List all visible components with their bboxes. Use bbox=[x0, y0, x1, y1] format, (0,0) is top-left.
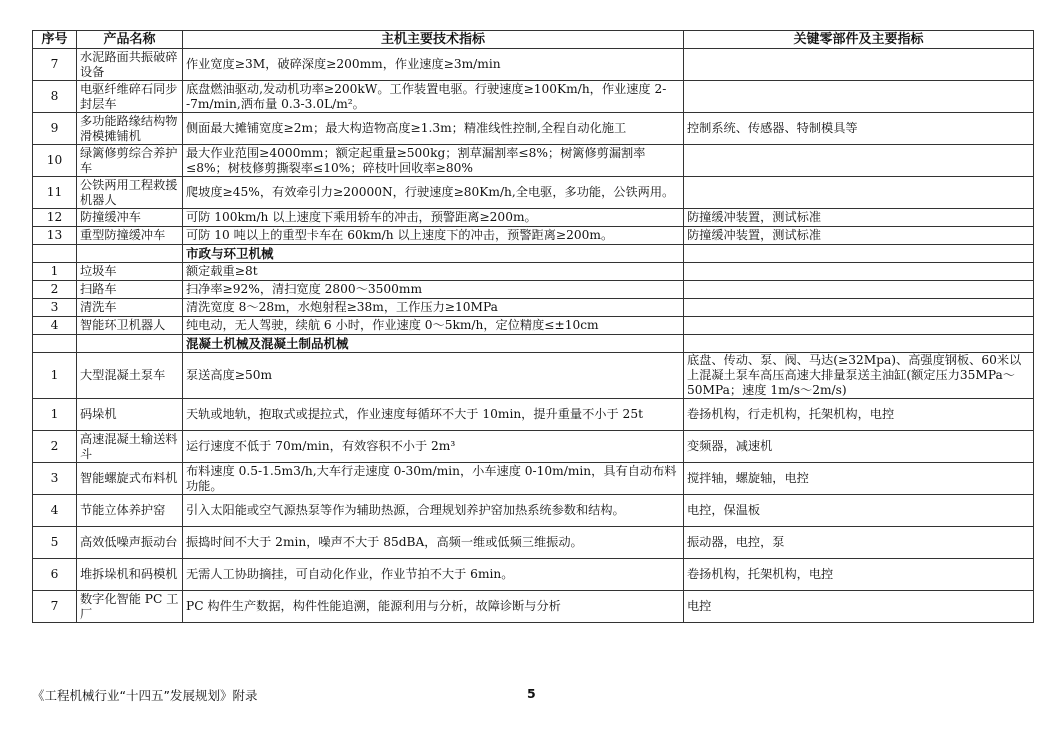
main-spec: 侧面最大摊铺宽度≥2m；最大构造物高度≥1.3m；精准线性控制,全程自动化施工 bbox=[183, 113, 684, 145]
row-number: 1 bbox=[33, 263, 77, 281]
row-number: 12 bbox=[33, 209, 77, 227]
section-empty-cell bbox=[77, 245, 183, 263]
product-name: 高速混凝土输送料斗 bbox=[77, 431, 183, 463]
table-row bbox=[33, 49, 1034, 81]
main-spec: 可防 10 吨以上的重型卡车在 60km/h 以上速度下的冲击，预警距离≥200m。 bbox=[183, 227, 684, 245]
row-number: 2 bbox=[33, 281, 77, 299]
main-spec: 扫净率≥92%，清扫宽度 2800～3500mm bbox=[183, 281, 684, 299]
table-row bbox=[33, 227, 1034, 245]
main-spec: PC 构件生产数据，构件性能追溯，能源利用与分析，故障诊断与分析 bbox=[183, 591, 684, 623]
table-row bbox=[33, 463, 1034, 495]
main-spec: 无需人工协助摘挂，可自动化作业，作业节拍不大于 6min。 bbox=[183, 559, 684, 591]
key-parts: 卷扬机构，行走机构，托架机构，电控 bbox=[684, 399, 1034, 431]
table-row bbox=[33, 81, 1034, 113]
key-parts bbox=[684, 281, 1034, 299]
main-spec: 天轨或地轨，抱取式或提拉式，作业速度每循环不大于 10min，提升重量不小于 25t bbox=[183, 399, 684, 431]
header-product-name: 产品名称 bbox=[77, 31, 183, 49]
product-name: 扫路车 bbox=[77, 281, 183, 299]
row-number: 4 bbox=[33, 495, 77, 527]
main-spec: 爬坡度≥45%，有效牵引力≥20000N，行驶速度≥80Km/h,全电驱，多功能，公铁两用。 bbox=[183, 177, 684, 209]
row-number: 2 bbox=[33, 431, 77, 463]
table-row bbox=[33, 353, 1034, 399]
product-name: 多功能路缘结构物滑模摊铺机 bbox=[77, 113, 183, 145]
row-number: 13 bbox=[33, 227, 77, 245]
product-name: 智能螺旋式布料机 bbox=[77, 463, 183, 495]
product-name: 高效低噪声振动台 bbox=[77, 527, 183, 559]
key-parts: 振动器，电控，泵 bbox=[684, 527, 1034, 559]
table-row bbox=[33, 317, 1034, 335]
row-number: 3 bbox=[33, 463, 77, 495]
main-spec: 纯电动，无人驾驶，续航 6 小时，作业速度 0～5km/h，定位精度≤±10cm bbox=[183, 317, 684, 335]
row-number: 8 bbox=[33, 81, 77, 113]
table-row bbox=[33, 591, 1034, 623]
key-parts: 底盘、传动、泵、阀、马达(≥32Mpa)、高强度钢板、60米以上混凝土泵车高压高速大排量泵送主油缸(额定压力35MPa～50MPa；速度 1m/s～2m/s) bbox=[684, 353, 1034, 399]
key-parts: 控制系统、传感器、特制模具等 bbox=[684, 113, 1034, 145]
key-parts: 变频器，减速机 bbox=[684, 431, 1034, 463]
key-parts bbox=[684, 49, 1034, 81]
section-title: 市政与环卫机械 bbox=[183, 245, 684, 263]
main-spec: 额定载重≥8t bbox=[183, 263, 684, 281]
product-name: 公铁两用工程救援机器人 bbox=[77, 177, 183, 209]
table-row bbox=[33, 209, 1034, 227]
row-number: 10 bbox=[33, 145, 77, 177]
section-empty-cell bbox=[684, 245, 1034, 263]
main-spec: 作业宽度≥3M，破碎深度≥200mm，作业速度≥3m/min bbox=[183, 49, 684, 81]
row-number: 4 bbox=[33, 317, 77, 335]
section-title: 混凝土机械及混凝土制品机械 bbox=[183, 335, 684, 353]
main-spec: 可防 100km/h 以上速度下乘用轿车的冲击，预警距离≥200m。 bbox=[183, 209, 684, 227]
product-name: 重型防撞缓冲车 bbox=[77, 227, 183, 245]
section-row bbox=[33, 335, 1034, 353]
header-key-parts: 关键零部件及主要指标 bbox=[684, 31, 1034, 49]
row-number: 3 bbox=[33, 299, 77, 317]
main-spec: 引入太阳能或空气源热泵等作为辅助热源，合理规划养护窑加热系统参数和结构。 bbox=[183, 495, 684, 527]
spec-table bbox=[32, 30, 1034, 623]
product-name: 垃圾车 bbox=[77, 263, 183, 281]
table-row bbox=[33, 399, 1034, 431]
section-empty-cell bbox=[33, 335, 77, 353]
product-name: 绿篱修剪综合养护车 bbox=[77, 145, 183, 177]
table-row bbox=[33, 527, 1034, 559]
row-number: 1 bbox=[33, 399, 77, 431]
main-spec: 振捣时间不大于 2min，噪声不大于 85dBA，高频一维或低频三维振动。 bbox=[183, 527, 684, 559]
table-row bbox=[33, 281, 1034, 299]
section-empty-cell bbox=[684, 335, 1034, 353]
key-parts bbox=[684, 317, 1034, 335]
row-number: 7 bbox=[33, 591, 77, 623]
row-number: 11 bbox=[33, 177, 77, 209]
product-name: 堆拆垛机和码模机 bbox=[77, 559, 183, 591]
table-row bbox=[33, 559, 1034, 591]
key-parts: 防撞缓冲装置，测试标准 bbox=[684, 227, 1034, 245]
table-row bbox=[33, 177, 1034, 209]
product-name: 数字化智能 PC 工厂 bbox=[77, 591, 183, 623]
main-spec: 泵送高度≥50m bbox=[183, 353, 684, 399]
key-parts bbox=[684, 145, 1034, 177]
key-parts: 防撞缓冲装置，测试标准 bbox=[684, 209, 1034, 227]
product-name: 大型混凝土泵车 bbox=[77, 353, 183, 399]
main-spec: 运行速度不低于 70m/min，有效容积不小于 2m³ bbox=[183, 431, 684, 463]
table-body bbox=[33, 49, 1034, 623]
product-name: 防撞缓冲车 bbox=[77, 209, 183, 227]
main-spec: 清洗宽度 8～28m，水炮射程≥38m，工作压力≥10MPa bbox=[183, 299, 684, 317]
main-spec: 底盘燃油驱动,发动机功率≥200kW。工作装置电驱。行驶速度≥100Km/h，作业速度 2--7m/min,洒布量 0.3-3.0L/m²。 bbox=[183, 81, 684, 113]
table-row bbox=[33, 431, 1034, 463]
product-name: 智能环卫机器人 bbox=[77, 317, 183, 335]
table-header bbox=[33, 31, 1034, 49]
row-number: 6 bbox=[33, 559, 77, 591]
key-parts: 电控，保温板 bbox=[684, 495, 1034, 527]
key-parts bbox=[684, 263, 1034, 281]
table-row bbox=[33, 263, 1034, 281]
header-main-spec: 主机主要技术指标 bbox=[183, 31, 684, 49]
page-number: 5 bbox=[527, 686, 536, 701]
key-parts bbox=[684, 177, 1034, 209]
key-parts: 卷扬机构，托架机构，电控 bbox=[684, 559, 1034, 591]
product-name: 电驱纤维碎石同步封层车 bbox=[77, 81, 183, 113]
key-parts: 搅拌轴，螺旋轴，电控 bbox=[684, 463, 1034, 495]
section-empty-cell bbox=[33, 245, 77, 263]
table-row bbox=[33, 145, 1034, 177]
header-no: 序号 bbox=[33, 31, 77, 49]
main-spec: 最大作业范围≥4000mm；额定起重量≥500kg；割草漏割率≤8%；树篱修剪漏割率≤8%；树枝修剪撕裂率≤10%；碎枝叶回收率≥80% bbox=[183, 145, 684, 177]
footer-doc-title: 《工程机械行业“十四五”发展规划》附录 bbox=[32, 688, 258, 703]
product-name: 码垛机 bbox=[77, 399, 183, 431]
product-name: 水泥路面共振破碎设备 bbox=[77, 49, 183, 81]
row-number: 5 bbox=[33, 527, 77, 559]
section-row bbox=[33, 245, 1034, 263]
row-number: 7 bbox=[33, 49, 77, 81]
key-parts bbox=[684, 299, 1034, 317]
table-row bbox=[33, 113, 1034, 145]
table-row bbox=[33, 495, 1034, 527]
row-number: 1 bbox=[33, 353, 77, 399]
row-number: 9 bbox=[33, 113, 77, 145]
key-parts bbox=[684, 81, 1034, 113]
key-parts: 电控 bbox=[684, 591, 1034, 623]
main-spec: 布料速度 0.5-1.5m3/h,大车行走速度 0-30m/min，小车速度 0-10m/min，具有自动布料功能。 bbox=[183, 463, 684, 495]
product-name: 节能立体养护窑 bbox=[77, 495, 183, 527]
product-name: 清洗车 bbox=[77, 299, 183, 317]
table-row bbox=[33, 299, 1034, 317]
section-empty-cell bbox=[77, 335, 183, 353]
